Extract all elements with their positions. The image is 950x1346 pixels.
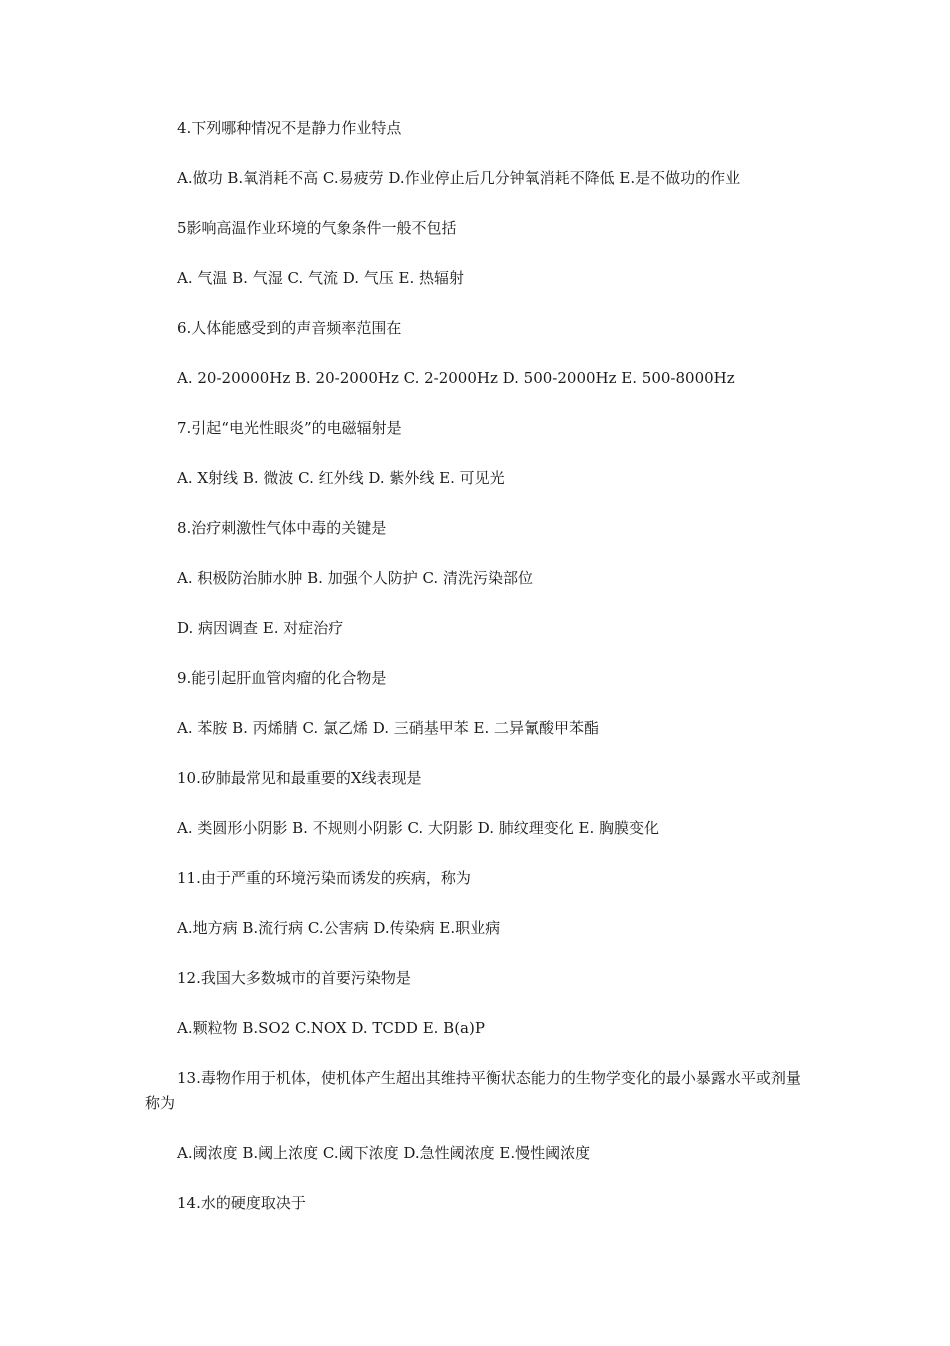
question-11-stem: 11.由于严重的环境污染而诱发的疾病，称为 (177, 869, 471, 887)
question-10-options: A. 类圆形小阴影 B. 不规则小阴影 C. 大阴影 D. 肺纹理变化 E. 胸膜变化 (177, 819, 659, 837)
question-10-stem: 10.矽肺最常见和最重要的X线表现是 (177, 769, 422, 787)
question-11-options: A.地方病 B.流行病 C.公害病 D.传染病 E.职业病 (177, 919, 501, 937)
question-8-options-line2: D. 病因调查 E. 对症治疗 (177, 619, 344, 637)
question-4-stem: 4.下列哪种情况不是静力作业特点 (177, 119, 402, 137)
question-7-stem: 7.引起“电光性眼炎”的电磁辐射是 (177, 419, 402, 437)
question-13-stem: 13.毒物作用于机体，使机体产生超出其维持平衡状态能力的生物学变化的最小暴露水平或剂量称为 (145, 1069, 801, 1112)
question-4-options: A.做功 B.氧消耗不高 C.易疲劳 D.作业停止后几分钟氧消耗不降低 E.是不做功的作业 (177, 169, 741, 187)
question-13-options: A.阈浓度 B.阈上浓度 C.阈下浓度 D.急性阈浓度 E.慢性阈浓度 (177, 1144, 591, 1162)
question-12-stem: 12.我国大多数城市的首要污染物是 (177, 969, 411, 987)
question-5-options: A. 气温 B. 气湿 C. 气流 D. 气压 E. 热辐射 (177, 269, 464, 287)
question-9-stem: 9.能引起肝血管肉瘤的化合物是 (177, 669, 387, 687)
question-6-options: A. 20-20000Hz B. 20-2000Hz C. 2-2000Hz D. 500-2000Hz E. 500-8000Hz (177, 369, 735, 387)
question-7-options: A. X射线 B. 微波 C. 红外线 D. 紫外线 E. 可见光 (177, 469, 505, 487)
question-5-stem: 5影响高温作业环境的气象条件一般不包括 (177, 219, 457, 237)
question-12-options: A.颗粒物 B.SO2 C.NOX D. TCDD E. B(a)P (177, 1019, 485, 1037)
question-14-stem: 14.水的硬度取决于 (177, 1194, 306, 1212)
question-6-stem: 6.人体能感受到的声音频率范围在 (177, 319, 402, 337)
question-9-options: A. 苯胺 B. 丙烯腈 C. 氯乙烯 D. 三硝基甲苯 E. 二异氰酸甲苯酯 (177, 719, 599, 737)
question-8-stem: 8.治疗刺激性气体中毒的关键是 (177, 519, 387, 537)
question-8-options-line1: A. 积极防治肺水肿 B. 加强个人防护 C. 清洗污染部位 (177, 569, 533, 587)
